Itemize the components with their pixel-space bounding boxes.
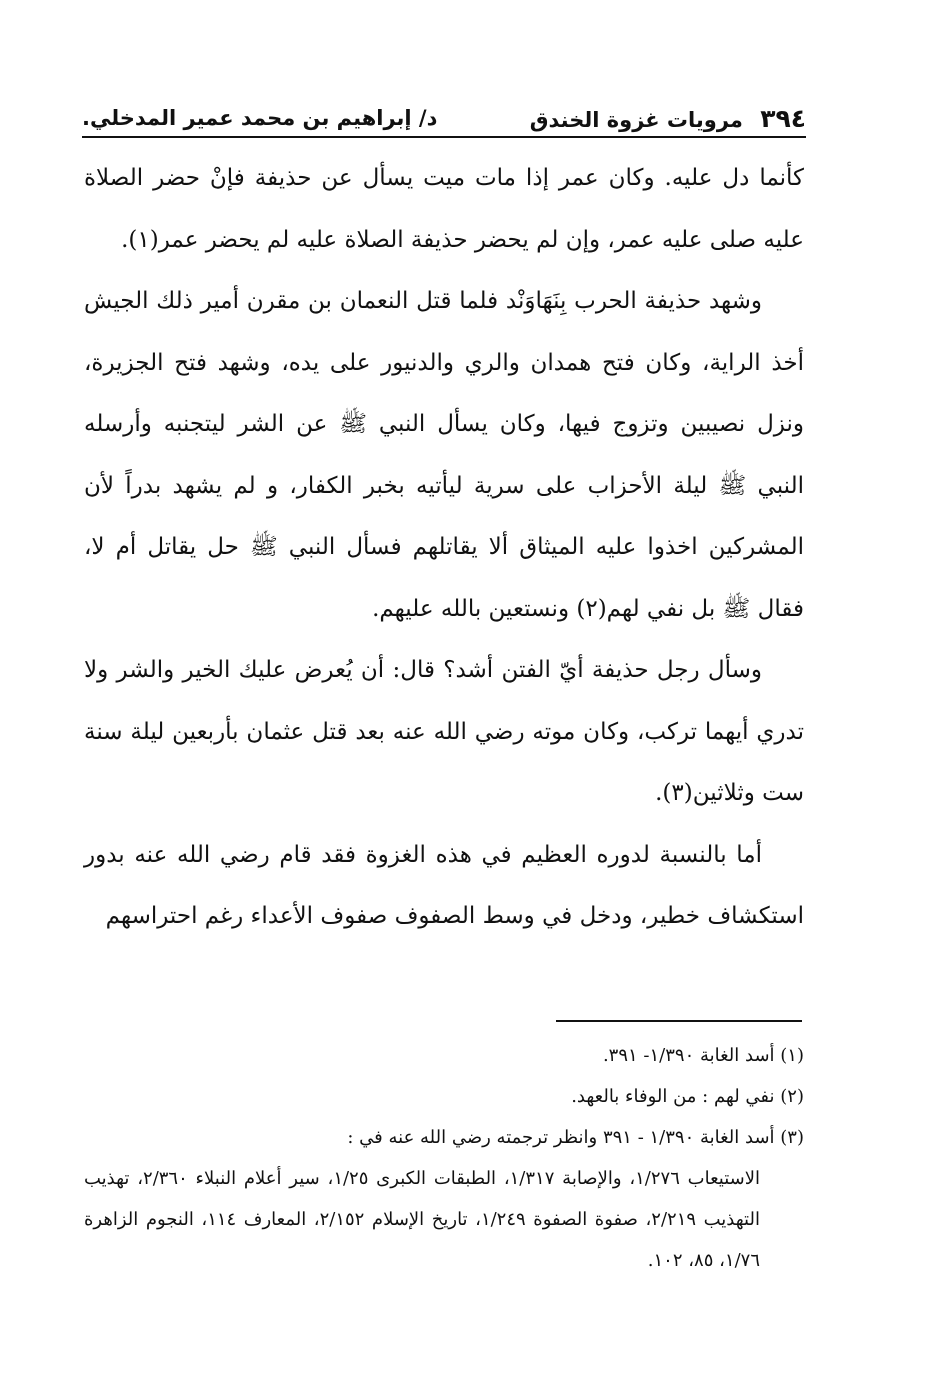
- footnote-2: (٢) نفي لهم : من الوفاء بالعهد.: [571, 1086, 804, 1107]
- book-title: مرويات غزوة الخندق: [529, 108, 743, 132]
- paragraph-3: وسأل رجل حذيفة أيّ الفتن أشد؟ قال: أن يُعرض عليك الخير والشر ولا تدري أيهما تركب، وكان موته رضي الله عنه بعد قتل عثمان بأربعين ليلة سنة ست وثلاثين(٣).: [84, 657, 804, 806]
- page-header: [82, 104, 806, 138]
- author-name: د/ إبراهيم بن محمد عمير المدخلي.: [82, 106, 438, 130]
- paragraph-2: وشهد حذيفة الحرب بِنَهَاوَنْد فلما قتل النعمان بن مقرن أمير ذلك الجيش أخذ الراية، وكان فتح همدان والري والدنيور على يده، وشهد فتح الجزيرة، ونزل نصيبين وتزوج فيها، وكان يسأل النبي ﷺ عن الشر ليتجنبه وأرسله النبي ﷺ ليلة الأحزاب على سرية ليأتيه بخبر الكفار، و لم يشهد بدراً لأن المشركين اخذوا عليه الميثاق ألا يقاتلهم فسأل النبي ﷺ حل يقاتل أم لا، فقال ﷺ بل نفي لهم(٢) ونستعين بالله عليهم.: [84, 288, 804, 622]
- footnote-1: (١) أسد الغابة ١/٣٩٠- ٣٩١.: [602, 1045, 804, 1066]
- footnote-divider: [556, 1020, 802, 1022]
- paragraph-4: أما بالنسبة لدوره العظيم في هذه الغزوة فقد قام رضي الله عنه بدور استكشاف خطير، ودخل في وسط الصفوف صفوف الأعداء رغم احتراسهم: [84, 841, 804, 929]
- main-text: [84, 148, 804, 948]
- page-number: ٣٩٤: [760, 104, 806, 133]
- footnote-3: (٣) أسد الغابة ١/٣٩٠ - ٣٩١ وانظر ترجمته رضي الله عنه في :: [347, 1127, 804, 1148]
- header-right: [530, 104, 806, 133]
- paragraph-1: كأنما دل عليه. وكان عمر إذا مات ميت يسأل عن حذيفة فإنْ حضر الصلاة عليه صلى عليه عمر، وإن لم يحضر حذيفة الصلاة عليه لم يحضر عمر(١).: [84, 165, 804, 253]
- footnotes: [84, 1035, 804, 1281]
- footnote-3-continuation: الاستيعاب ١/٢٧٦، والإصابة ١/٣١٧، الطبقات الكبرى ١/٢٥، سير أعلام النبلاء ٢/٣٦٠، تهذيب التهذيب ٢/٢١٩، صفوة الصفوة ١/٢٤٩، تاريخ الإسلام ٢/١٥٢، المعارف ١١٤، النجوم الزاهرة ١/٧٦، ٨٥، ١٠٢.: [84, 1168, 760, 1271]
